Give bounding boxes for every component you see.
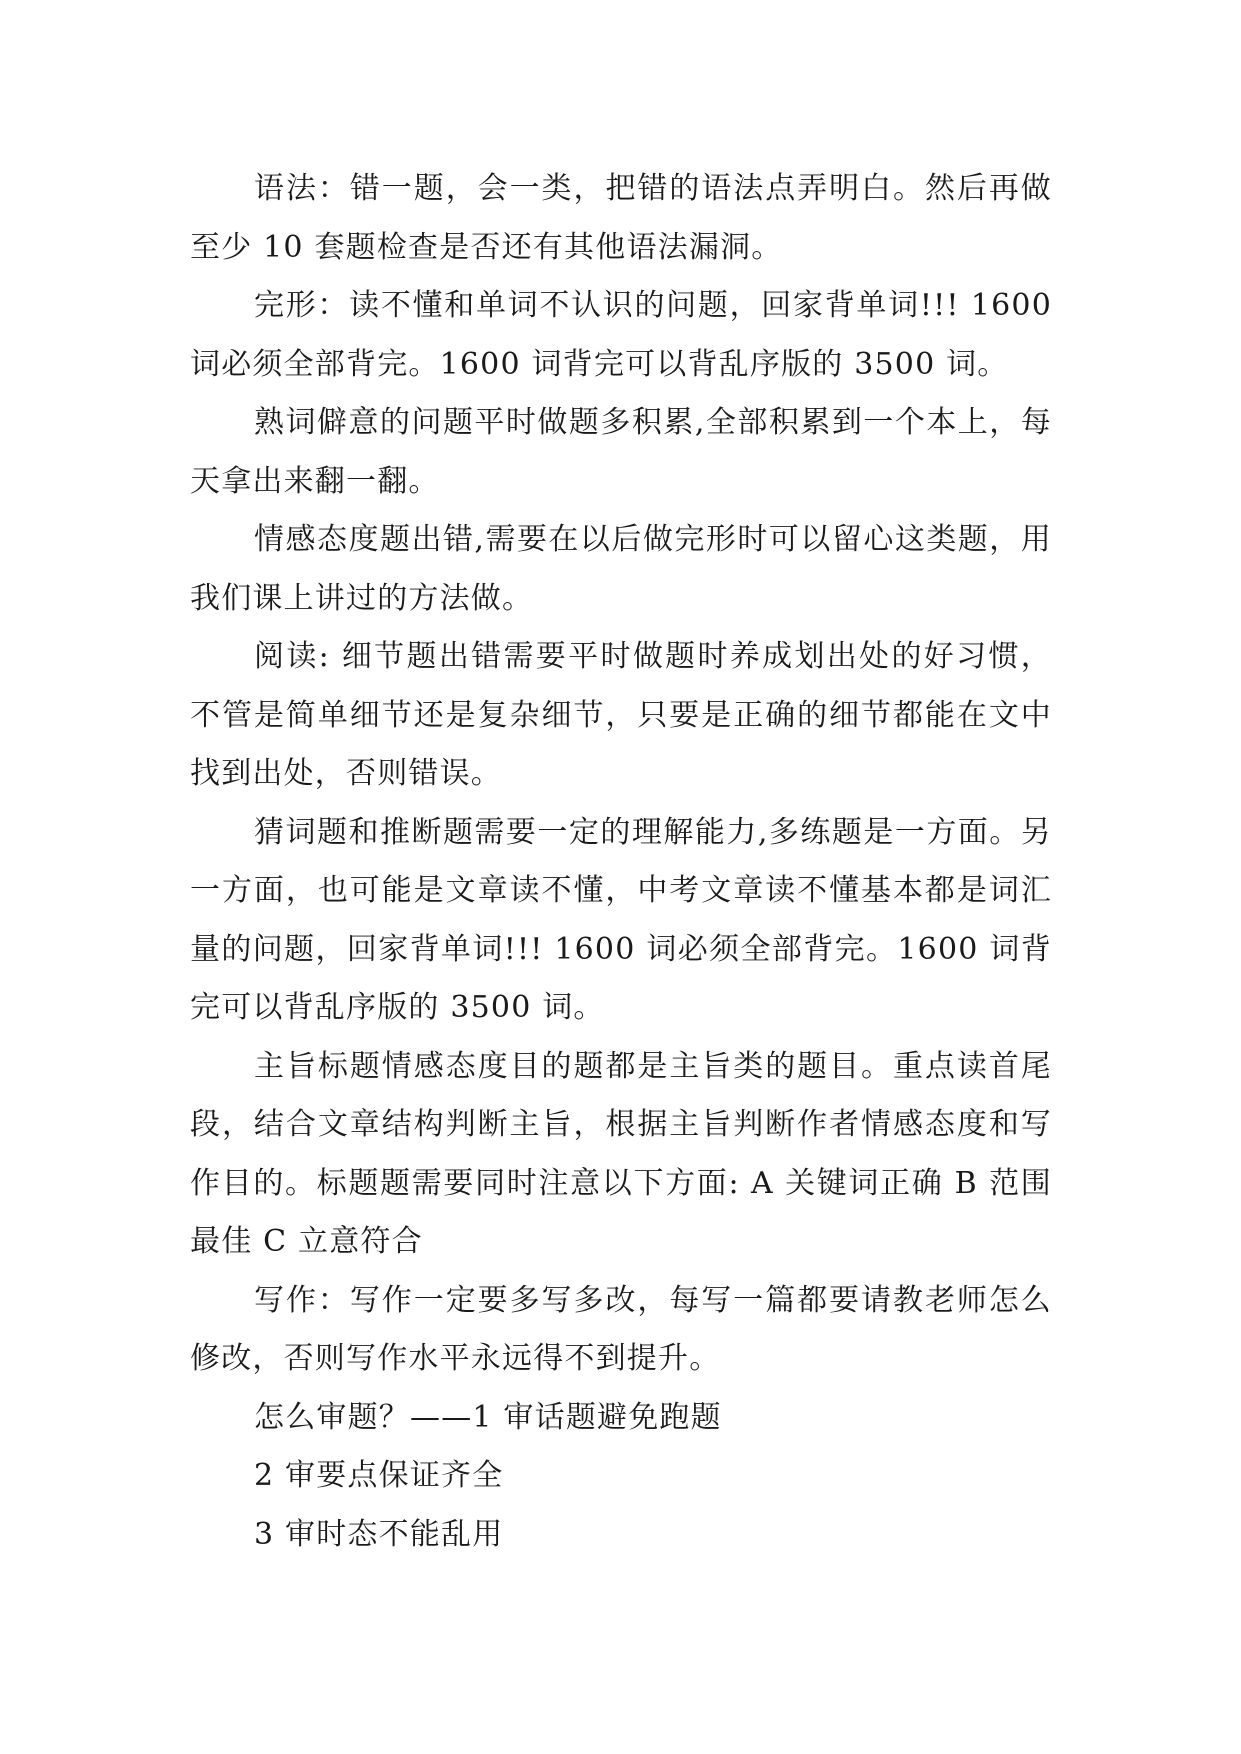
paragraph-guess-and-infer: 猜词题和推断题需要一定的理解能力,多练题是一方面。另一方面，也可能是文章读不懂，中考文章读不懂基本都是词汇量的问题，回家背单词!!! 1600 词必须全部背完。1600 词背完可以背乱序版的 3500 词。 <box>190 814 1052 1025</box>
paragraph-grammar: 语法：错一题，会一类，把错的语法点弄明白。然后再做至少 10 套题检查是否还有其他语法漏洞。 <box>190 171 1052 265</box>
paragraph-cloze: 完形：读不懂和单词不认识的问题，回家背单词!!! 1600 词必须全部背完。1600 词背完可以背乱序版的 3500 词。 <box>190 288 1052 382</box>
paragraph-attitude-questions: 情感态度题出错,需要在以后做完形时可以留心这类题，用我们课上讲过的方法做。 <box>190 522 1052 616</box>
paragraph-writing: 写作：写作一定要多写多改，每写一篇都要请教老师怎么修改，否则写作水平永远得不到提升。 <box>190 1282 1052 1376</box>
paragraph-familiar-words: 熟词僻意的问题平时做题多积累,全部积累到一个本上，每天拿出来翻一翻。 <box>190 405 1052 499</box>
paragraph-review-step-3: 3 审时态不能乱用 <box>254 1516 504 1552</box>
paragraph-main-idea: 主旨标题情感态度目的题都是主旨类的题目。重点读首尾段，结合文章结构判断主旨，根据主旨判断作者情感态度和写作目的。标题题需要同时注意以下方面: A 关键词正确 B 范围最佳 C 立意符合 <box>190 1048 1052 1259</box>
document-body <box>190 160 1052 1564</box>
paragraph-reading-details: 阅读: 细节题出错需要平时做题时养成划出处的好习惯，不管是简单细节还是复杂细节，只要是正确的细节都能在文中找到出处，否则错误。 <box>190 639 1052 791</box>
paragraph-review-step-2: 2 审要点保证齐全 <box>254 1458 504 1493</box>
paragraph-review-step-1: 怎么审题？——1 审话题避免跑题 <box>254 1399 722 1435</box>
